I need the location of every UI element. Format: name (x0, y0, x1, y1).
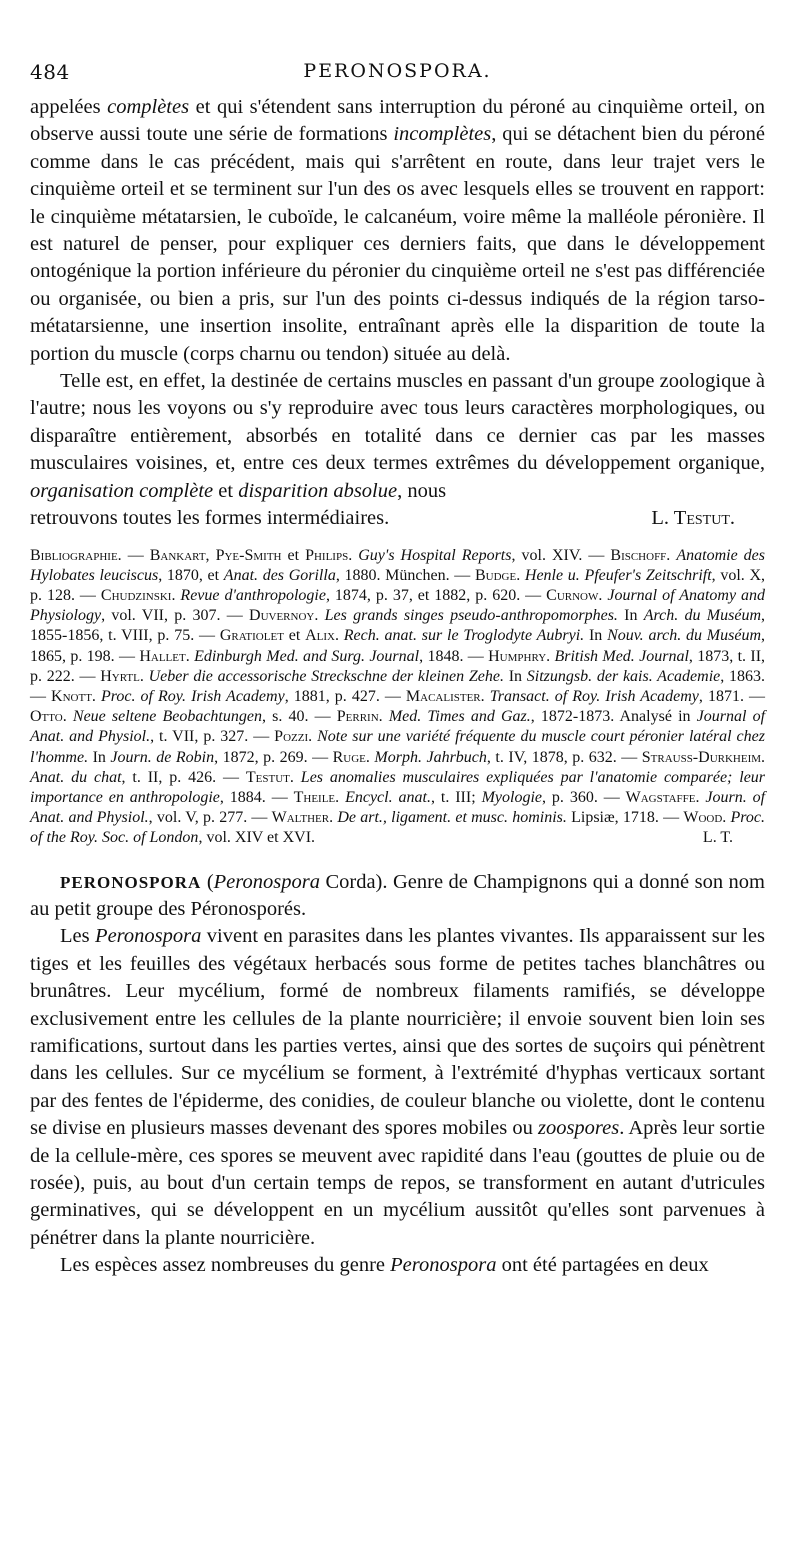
work-title: Edinburgh Med. and Surg. Journal (194, 647, 420, 665)
author-name: Walther. (271, 809, 334, 827)
author-name: Testut. (245, 768, 294, 786)
work-title: Ueber die accessorische Streckschne der kleinen Zehe. (148, 667, 504, 685)
italic-term: incomplètes (393, 123, 492, 146)
text-run: Telle est, en effet, la destinée de certains muscles en passant d'un groupe zoologique à l'autre; nous les voyons ou s'y reproduire avec tous leurs caractères morphologiques, ou disparaître entièrement, absorbés en totalité dans ce dernier cas par les masses musculaires voisines, et, entre ces deux termes extrêmes du développement organique, (30, 370, 765, 475)
author-name: Curnow. (546, 586, 603, 604)
work-title: Note sur une variété fréquente du muscle court péronier latéral chez l'homme. (30, 728, 765, 766)
author-name: Strauss-Durkheim. (641, 748, 766, 766)
text-run: , t. IV, 1878, p. 632. — (486, 748, 642, 766)
author-signature: L. Testut. (651, 507, 735, 530)
text-run: , 1848. — (419, 647, 489, 665)
text-run: , nous (397, 479, 447, 502)
italic-term: Peronospora (390, 1254, 497, 1277)
text-run: appelées (30, 96, 108, 118)
text-run: . Après leur sortie de la cellule-mère, ces spores se meuvent avec rapidité dans l'eau (gouttes de pluie ou de rosée), puis, au bout d'un certain temps de repos, se transforment en autant d'utricules germinatives, qui se développent en un mycélium aussitôt qu'elles sont parvenues à pénétrer dans la plante nourricière. (30, 1117, 765, 1249)
work-title: Guy's Hospital Reports (358, 546, 512, 564)
text-run: , t. II, p. 426. — (121, 768, 246, 786)
work-title: Encycl. anat. (345, 788, 431, 806)
text-run: , 1873, t. II, p. 222. — (30, 647, 766, 685)
italic-term: organisation complète (30, 479, 214, 502)
page-header (30, 60, 765, 94)
work-title: Journ. of Anat. and Physiol. (30, 788, 766, 827)
author-name: Wood. (683, 809, 727, 827)
work-title: Rech. anat. sur le Troglodyte Aubryi. (343, 627, 585, 645)
paragraph (30, 94, 765, 368)
text-run: , 1870, et (158, 566, 224, 584)
work-title: Journal of Anat. and Physiol. (30, 708, 766, 746)
entry-headword: PERONOSPORA (60, 872, 202, 892)
work-title: Henle u. Pfeufer's Zeitschrift (524, 566, 712, 584)
text-run: , vol. V, p. 277. — (148, 809, 272, 827)
work-title: Anatomie des Hylobates leuciscus (30, 546, 766, 584)
work-title: Proc. of the Roy. Soc. of London (30, 809, 766, 847)
italic-term: complètes (107, 96, 190, 118)
work-title: British Med. Journal (554, 647, 689, 665)
text-run: , 1871. — (698, 687, 766, 705)
author-name: Gratiolet (219, 627, 284, 645)
running-head: PERONOSPORA. (303, 60, 492, 82)
author-name: Bankart, Pye-Smith (149, 546, 282, 564)
text-run: vivent en parasites dans les plantes vivantes. Ils apparaissent sur les tiges et les feuilles des végétaux herbacés sous forme de petites taches blanchâtres ou brunâtres. Leur mycélium, formé de nombreux filaments ramifiés, se développe exclusivement entre les cellules de la plante nourricière; il envoie souvent bien loin ses ramifications, surtout dans les parties vertes, ainsi que des sortes de suçoirs qui pénètrent dans les cellules. Sur ce mycélium se forment, à l'extrémité d'hyphas verticaux sortant par des fentes de l'épiderme, des conidies, de couleur blanche ou violette, dont le contenu se divise en plusieurs masses devenant des spores mobiles ou (30, 925, 765, 1140)
text-run: et (283, 627, 306, 645)
text-run: , 1855-1856, t. VIII, p. 75. — (30, 607, 765, 645)
author-name: Hyrtl. (100, 667, 144, 685)
text-run: In (503, 667, 527, 685)
text-run: , vol. X, p. 128. — (30, 566, 766, 604)
signature-line (30, 505, 765, 532)
author-name: Otto. (30, 708, 67, 726)
text-run: ont été partagées en deux (496, 1254, 709, 1277)
author-name: Macalister. (405, 687, 485, 705)
text-run: , s. 40. — (261, 708, 337, 726)
author-name: Chudzinski. (100, 586, 176, 604)
author-name: Wagstaffe. (625, 788, 700, 806)
text-run: retrouvons toutes les formes intermédiaires. (30, 507, 390, 530)
text-run: ( (201, 870, 214, 893)
author-name: Philips. (305, 546, 353, 564)
italic-term: zoospores (537, 1117, 620, 1140)
text-run: , 1872, p. 269. — (214, 748, 333, 766)
text-run: Les (60, 925, 96, 948)
work-title: Sitzungsb. der kais. Academie (526, 667, 721, 685)
text-run: In (584, 627, 608, 645)
work-title: Morph. Jahrbuch (374, 748, 487, 766)
text-run: , t. VII, p. 327. — (150, 728, 275, 746)
paragraph (30, 869, 765, 924)
page (30, 60, 765, 1280)
text-run: , vol. XIV et XVI. (198, 829, 316, 847)
text-run: , 1881, p. 427. — (284, 687, 406, 705)
text-run (294, 769, 301, 786)
text-run: et qui s'étendent sans interruption du péroné au cinquième orteil, on observe aussi toute une série de formations (30, 96, 765, 146)
author-name: Knott. (51, 687, 96, 705)
italic-term: disparition absolue (238, 479, 398, 502)
dictionary-entry (30, 869, 765, 1280)
author-name: Theile. (293, 788, 340, 806)
text-run: , 1872-1873. Analysé in (530, 708, 697, 726)
author-name: Ruge. (332, 748, 370, 766)
text-run: , qui se détachent bien du péroné comme dans le cas précédent, mais qui s'arrêtent en route, dans leur trajet vers le cinquième orteil et se terminent sur l'un des os avec lesquels elles se trouvent en rapport: le cinquième métatarsien, le cuboïde, le calcanéum, voire même la malléole péronière. Il est naturel de penser, pour expliquer ces derniers faits, que dans le développement ontogénique la portion inférieure du péronier du cinquième orteil ne s'est pas différenciée ou organisée, ou bien a pris, sur l'un des points ci-dessus indiqués de la région tarso-métatarsienne, une insertion insolite, entraînant après elle la disparition de toute la portion du muscle (corps charnu ou tendon) située au delà. (30, 123, 765, 365)
author-name: Duvernoy. (249, 607, 319, 625)
work-title: Med. Times and Gaz. (388, 708, 531, 726)
work-title: Nouv. arch. du Muséum (607, 627, 761, 645)
work-title: Journ. de Robin (110, 748, 215, 766)
work-title: Transact. of Roy. Irish Academy (489, 687, 699, 705)
text-run: In (617, 607, 644, 625)
text-run: , 1865, p. 198. — (30, 627, 765, 665)
work-title: Myologie (481, 788, 542, 806)
author-name: Budge. (474, 566, 521, 584)
work-title: De art., ligament. et musc. hominis. (337, 809, 567, 827)
text-run: Les espèces assez nombreuses du genre (60, 1254, 391, 1277)
paragraph (30, 368, 765, 505)
text-run: et (281, 546, 306, 564)
text-run: In (88, 748, 111, 766)
article-continuation (30, 94, 765, 533)
text-run: Corda). Genre de Champignons qui a donné son nom au petit groupe des Péronosporés. (30, 870, 765, 920)
bibliography-label: Bibliographie. (30, 546, 122, 564)
work-title: Proc. of Roy. Irish Academy (100, 687, 285, 705)
author-name: Hallet. (139, 647, 190, 665)
work-title: Revue d'anthropologie (180, 586, 326, 604)
text-run: , 1884. — (219, 788, 294, 806)
author-name: Pozzi. (274, 728, 313, 746)
work-title: Les anomalies musculaires expliquées par l'anatomie comparée; leur importance en anthropologie (30, 768, 766, 806)
text-run: , 1874, p. 37, et 1882, p. 620. — (325, 586, 547, 604)
author-name: Humphry. (488, 647, 551, 665)
text-run: , vol. XIV. — (511, 546, 611, 564)
bibliography-signature: L. T. (702, 829, 733, 847)
text-run: , p. 360. — (542, 788, 626, 806)
text-run: Lipsiæ, 1718. — (566, 809, 684, 827)
paragraph (30, 923, 765, 1252)
author-name: Bischoff. (610, 546, 671, 564)
author-name: Perrin. (336, 708, 383, 726)
work-title: Arch. du Muséum (643, 607, 761, 625)
text-run: et (213, 479, 239, 502)
work-title: Journal of Anatomy and Physiology (30, 586, 766, 625)
text-run: , 1880. München. — (335, 566, 475, 584)
italic-term: Peronospora (213, 870, 320, 893)
work-title: Anat. du chat (30, 768, 122, 786)
text-run: , 1863. — (30, 667, 766, 705)
work-title: Neue seltene Beobachtungen (72, 708, 262, 726)
italic-term: Peronospora (95, 925, 202, 948)
page-number: 484 (30, 60, 70, 84)
text-run: , t. III; (430, 788, 482, 806)
paragraph (30, 1252, 765, 1279)
work-title: Anat. des Gorilla (223, 566, 336, 584)
work-title: Les grands singes pseudo-anthropomorphes. (324, 607, 618, 625)
text-run: — (121, 546, 150, 564)
bibliography (30, 546, 765, 849)
text-run: , vol. VII, p. 307. — (101, 607, 250, 625)
author-name: Alix. (305, 627, 339, 645)
